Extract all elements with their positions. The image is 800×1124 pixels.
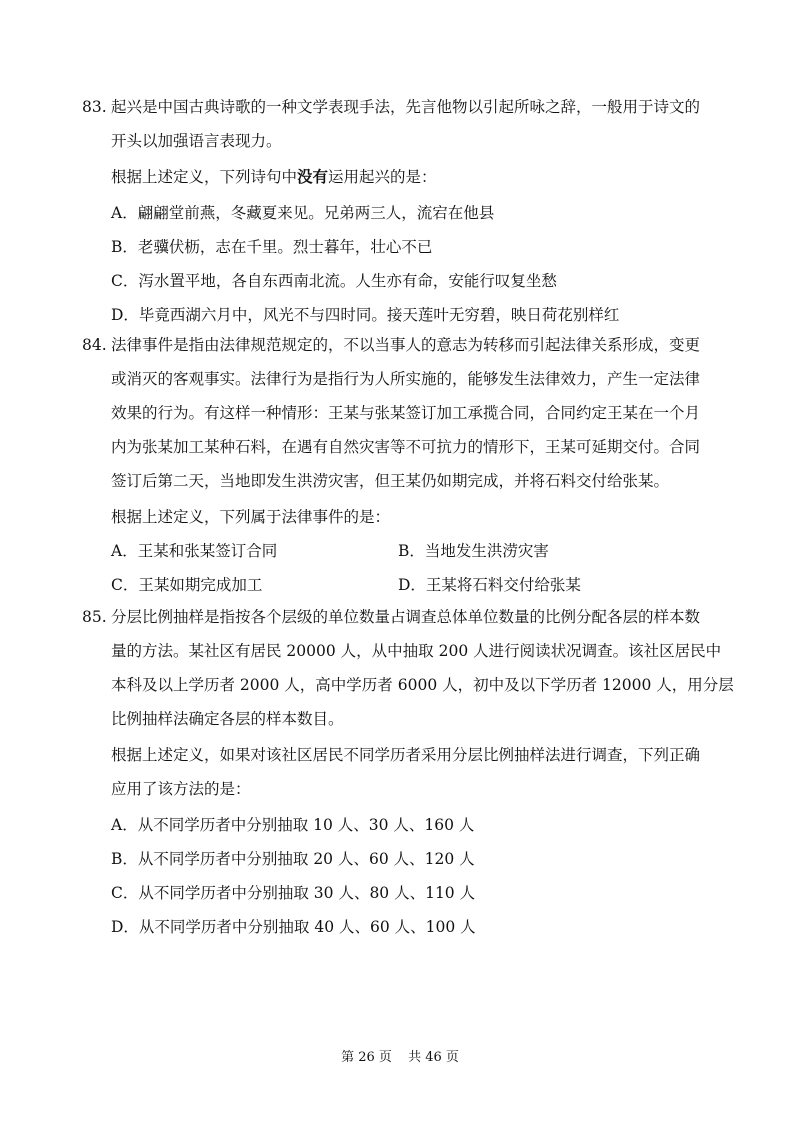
question-stem-line: 本科及以上学历者 2000 人，高中学历者 6000 人，初中及以下学历者 12000 人，用分层 [111, 676, 734, 694]
question-prompt [111, 160, 437, 194]
question-prompt-line: 根据上述定义，如果对该社区居民不同学历者采用分层比例抽样法进行调查，下列正确 [111, 746, 701, 764]
question-stem-line: 效果的行为。有这样一种情形：王某与张某签订加工承揽合同，合同约定王某在一个月 [111, 404, 701, 422]
option-b: B．老骥伏枥，志在千里。烈士暮年，壮心不已 [111, 238, 433, 256]
prompt-emphasis: 没有 [297, 167, 329, 186]
option-c: C．从不同学历者中分别抽取 30 人、80 人、110 人 [111, 884, 476, 902]
page-number: 第 26 页 [341, 1050, 392, 1065]
question-stem-line: 开头以加强语言表现力。 [111, 132, 282, 150]
option-d: D．王某将石料交付给张某 [398, 576, 581, 594]
option-a: A．翩翩堂前燕，冬藏夏来见。兄弟两三人，流宕在他县 [111, 204, 495, 222]
question-stem-line: 比例抽样法确定各层的样本数目。 [111, 710, 344, 728]
question-number: 83. [82, 98, 107, 116]
option-a: A．从不同学历者中分别抽取 10 人、30 人、160 人 [111, 816, 475, 834]
page-footer [0, 1048, 800, 1068]
option-c: C．王某如期完成加工 [111, 576, 263, 594]
option-a: A．王某和张某签订合同 [111, 542, 278, 560]
question-stem-line: 内为张某加工某种石料，在遇有自然灾害等不可抗力的情形下，王某可延期交付。合同 [111, 438, 701, 456]
question-number: 85. [82, 608, 107, 626]
page-total: 共 46 页 [408, 1050, 459, 1065]
question-prompt-line: 应用了该方法的是： [111, 780, 251, 798]
option-c: C．泻水置平地，各自东西南北流。人生亦有命，安能行叹复坐愁 [111, 272, 557, 290]
question-stem-line: 起兴是中国古典诗歌的一种文学表现手法，先言他物以引起所咏之辞，一般用于诗文的 [111, 98, 701, 116]
question-stem-line: 签订后第二天，当地即发生洪涝灾害，但王某仍如期完成，并将石料交付给张某。 [111, 472, 670, 490]
question-stem-line: 法律事件是指由法律规范规定的，不以当事人的意志为转移而引起法律关系形成，变更 [111, 336, 701, 354]
question-stem-line: 分层比例抽样是指按各个层级的单位数量占调查总体单位数量的比例分配各层的样本数 [111, 608, 701, 626]
prompt-text: 根据上述定义，下列诗句中 [111, 168, 298, 186]
option-d: D．从不同学历者中分别抽取 40 人、60 人、100 人 [111, 918, 476, 936]
option-b: B．当地发生洪涝灾害 [398, 542, 549, 560]
prompt-text: 运用起兴的是： [328, 168, 437, 186]
question-stem-line: 或消灭的客观事实。法律行为是指行为人所实施的，能够发生法律效力，产生一定法律 [111, 370, 701, 388]
option-d: D．毕竟西湖六月中，风光不与四时同。接天莲叶无穷碧，映日荷花别样红 [111, 306, 620, 324]
question-number: 84. [82, 336, 107, 354]
question-prompt: 根据上述定义，下列属于法律事件的是： [111, 508, 391, 526]
option-b: B．从不同学历者中分别抽取 20 人、60 人、120 人 [111, 850, 475, 868]
question-stem-line: 量的方法。某社区有居民 20000 人，从中抽取 200 人进行阅读状况调查。该社区居民中 [111, 642, 722, 660]
